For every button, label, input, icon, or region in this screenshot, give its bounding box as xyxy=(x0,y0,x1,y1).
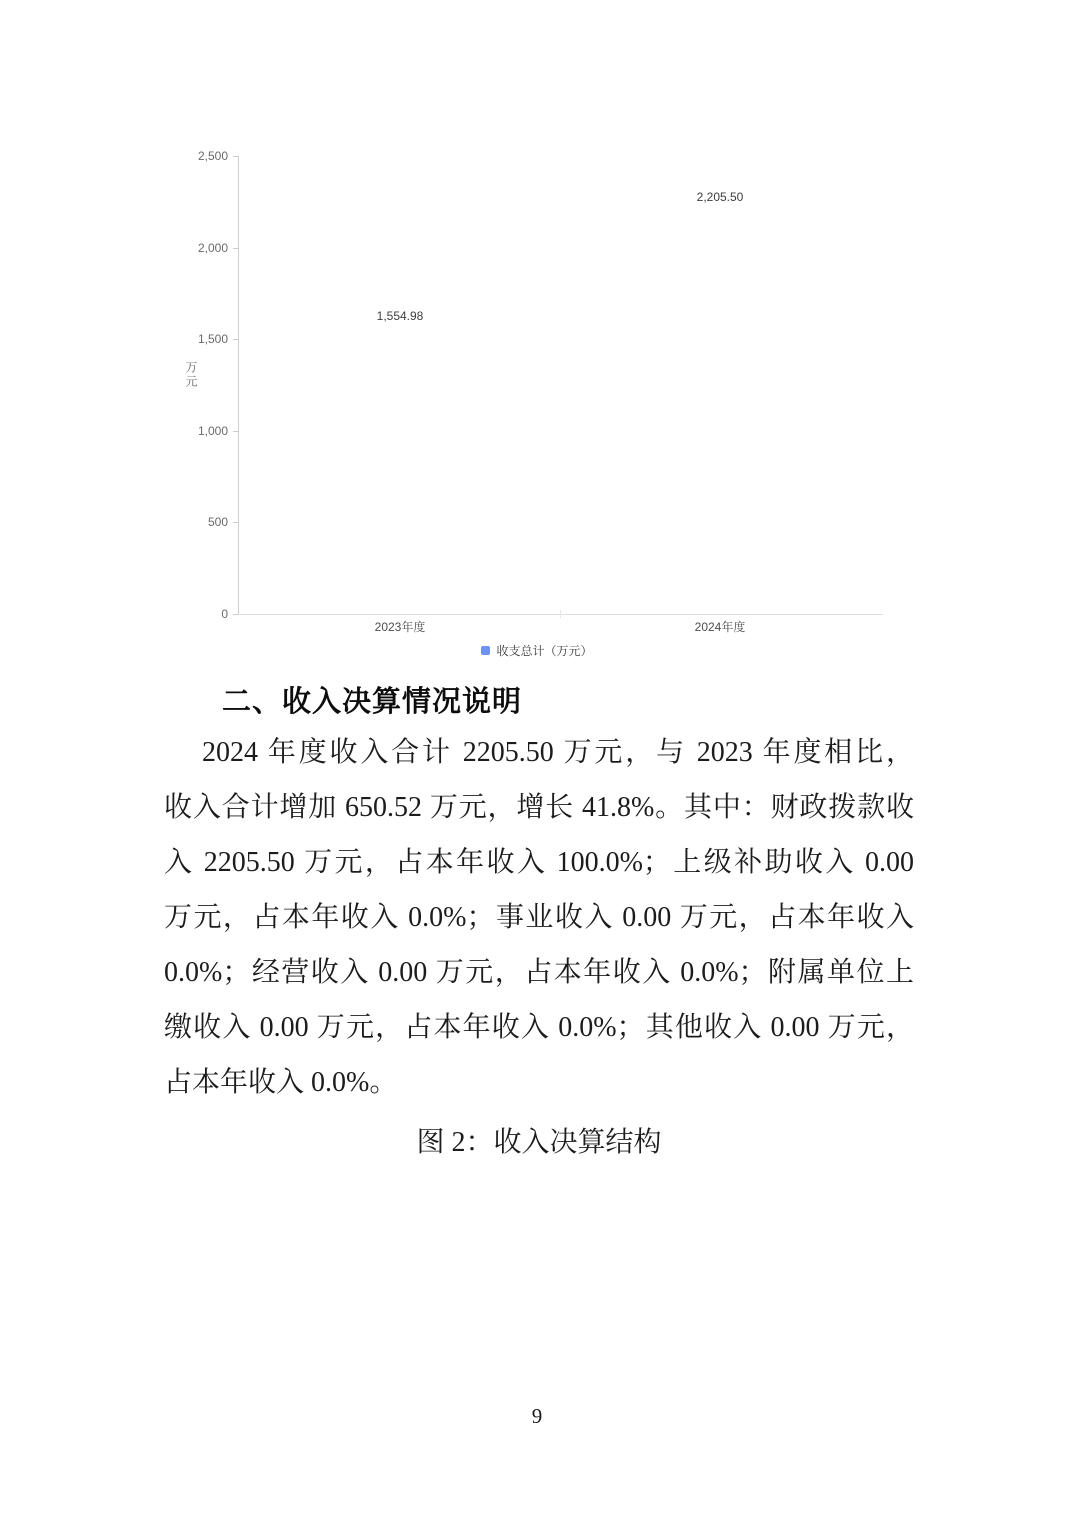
paragraph-line: 0.0%；经营收入 0.00 万元，占本年收入 0.0%；附属单位上 xyxy=(164,957,914,988)
paragraph-line: 入 2205.50 万元，占本年收入 100.0%；上级补助收入 0.00 xyxy=(164,847,914,878)
category-divider-tick xyxy=(560,610,561,618)
y-tick-label: 2,500 xyxy=(197,149,228,163)
paragraph-line: 占本年收入 0.0%。 xyxy=(164,1067,398,1098)
y-tick-label: 0 xyxy=(221,607,228,621)
y-tick-label: 500 xyxy=(207,515,228,529)
figure-caption: 图 2：收入决算结构 xyxy=(416,1127,662,1158)
bar-value-2024: 2,205.50 xyxy=(696,190,744,204)
paragraph-line: 缴收入 0.00 万元，占本年收入 0.0%；其他收入 0.00 万元， xyxy=(164,1012,914,1043)
total-revenue-expenditure-bar-chart xyxy=(0,0,1074,670)
x-axis-label-2024: 2024年度 xyxy=(694,620,746,634)
y-tick-label: 1,500 xyxy=(197,332,228,346)
page-number: 9 xyxy=(531,1404,543,1428)
y-tick-label: 1,000 xyxy=(197,424,228,438)
paragraph-line: 收入合计增加 650.52 万元，增长 41.8%。其中：财政拨款收 xyxy=(164,792,914,823)
y-axis-line xyxy=(238,156,239,615)
paragraph-line: 万元，占本年收入 0.0%；事业收入 0.00 万元，占本年收入 xyxy=(164,902,914,933)
legend-label: 收支总计（万元） xyxy=(496,643,593,658)
bar-value-2023: 1,554.98 xyxy=(376,309,424,323)
paragraph-line: 2024 年度收入合计 2205.50 万元，与 2023 年度相比， xyxy=(202,737,914,768)
x-axis-label-2023: 2023年度 xyxy=(374,620,426,634)
chart-legend xyxy=(0,643,1074,658)
legend-marker xyxy=(481,646,490,655)
section-heading: 二、收入决算情况说明 xyxy=(222,686,523,718)
y-tick-label: 2,000 xyxy=(197,241,228,255)
y-axis-title: 万元 xyxy=(184,361,198,389)
